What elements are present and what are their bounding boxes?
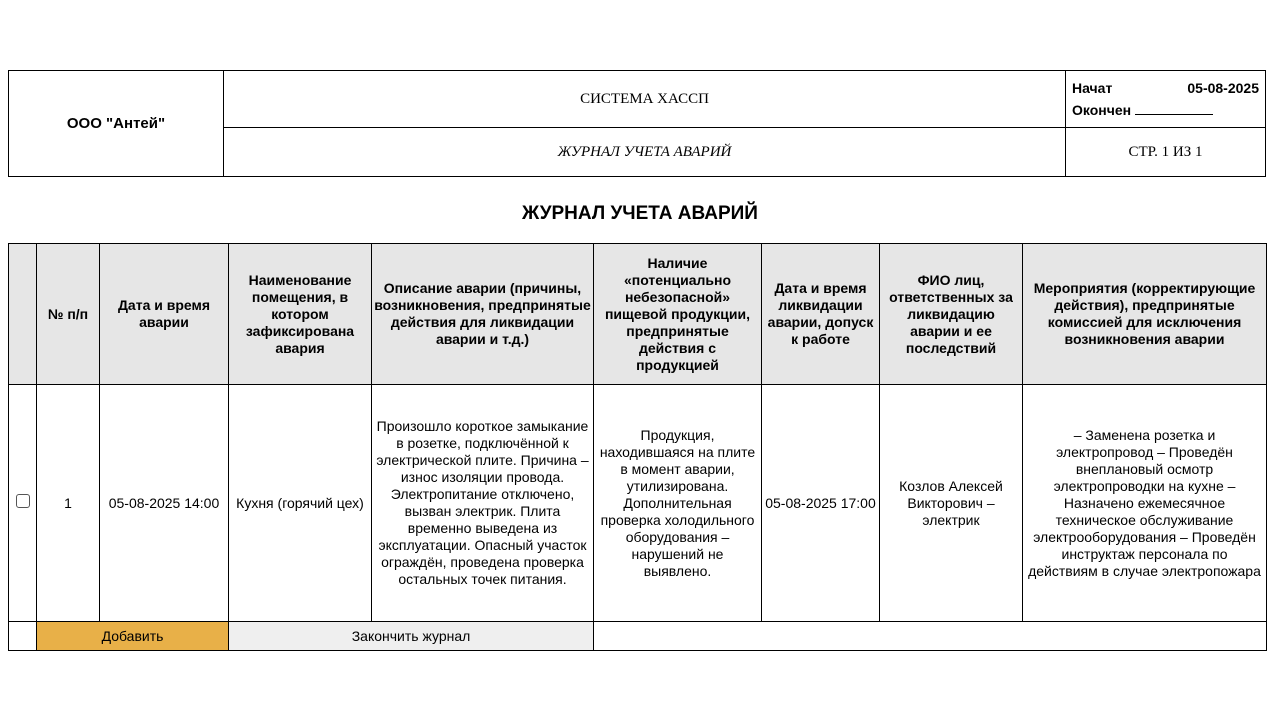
- room-name: Кухня (горячий цех): [229, 385, 372, 622]
- ended-label: Окончен: [1072, 102, 1132, 118]
- column-header: Наименование помещения, в котором зафиксирована авария: [229, 244, 372, 385]
- column-header: Дата и время аварии: [100, 244, 229, 385]
- journal-dates: [1066, 71, 1266, 128]
- column-header: Мероприятия (корректирующие действия), предпринятые комиссией для исключения возникновения аварии: [1023, 244, 1267, 385]
- incident-datetime: 05-08-2025 14:00: [100, 385, 229, 622]
- row-number: 1: [37, 385, 100, 622]
- column-header: Дата и время ликвидации аварии, допуск к работе: [762, 244, 880, 385]
- organization-name: ООО "Антей": [9, 71, 224, 177]
- incident-description: Произошло короткое замыкание в розетке, подключённой к электрической плите. Причина – износ изоляции провода. Электропитание отключено, вызван электрик. Плита временно выведена из эксплуатации. Опасный участок ограждён, проведена проверка остальных точек питания.: [372, 385, 594, 622]
- finish-journal-button[interactable]: Закончить журнал: [229, 622, 594, 651]
- select-column-header: [9, 244, 37, 385]
- ended-date-blank: [1135, 100, 1213, 115]
- system-name: СИСТЕМА ХАССП: [224, 71, 1066, 128]
- row-select-cell: [9, 385, 37, 622]
- column-header: Описание аварии (причины, возникновения, предпринятые действия для ликвидации аварии и т.д.): [372, 244, 594, 385]
- add-button[interactable]: Добавить: [37, 622, 229, 651]
- responsible-person: Козлов Алексей Викторович – электрик: [880, 385, 1023, 622]
- table-row[interactable]: [9, 385, 1267, 622]
- journal-name: ЖУРНАЛ УЧЕТА АВАРИЙ: [224, 128, 1066, 177]
- started-label: Начат: [1072, 80, 1113, 96]
- resolved-datetime: 05-08-2025 17:00: [762, 385, 880, 622]
- incidents-table: [8, 243, 1267, 651]
- column-header: ФИО лиц, ответственных за ликвидацию аварии и ее последствий: [880, 244, 1023, 385]
- actions-spacer: [9, 622, 37, 651]
- journal-header: [8, 70, 1266, 177]
- row-checkbox[interactable]: [16, 494, 30, 508]
- product-actions: Продукция, находившаяся на плите в момент аварии, утилизирована. Дополнительная проверка холодильного оборудования – нарушений не выявлено.: [594, 385, 762, 622]
- page-title: ЖУРНАЛ УЧЕТА АВАРИЙ: [522, 203, 758, 224]
- started-date: 05-08-2025: [1187, 80, 1259, 96]
- corrective-measures: – Заменена розетка и электропровод – Проведён внеплановый осмотр электропроводки на кухне – Назначено ежемесячное техническое обслуживание электрооборудования – Проведён инструктаж персонала по действиям в случае электропожара: [1023, 385, 1267, 622]
- table-header-row: [9, 244, 1267, 385]
- actions-row: [9, 622, 1267, 651]
- column-header: № п/п: [37, 244, 100, 385]
- column-header: Наличие «потенциально небезопасной» пищевой продукции, предпринятые действия с продукцией: [594, 244, 762, 385]
- actions-empty: [594, 622, 1267, 651]
- page-counter: СТР. 1 ИЗ 1: [1066, 128, 1266, 177]
